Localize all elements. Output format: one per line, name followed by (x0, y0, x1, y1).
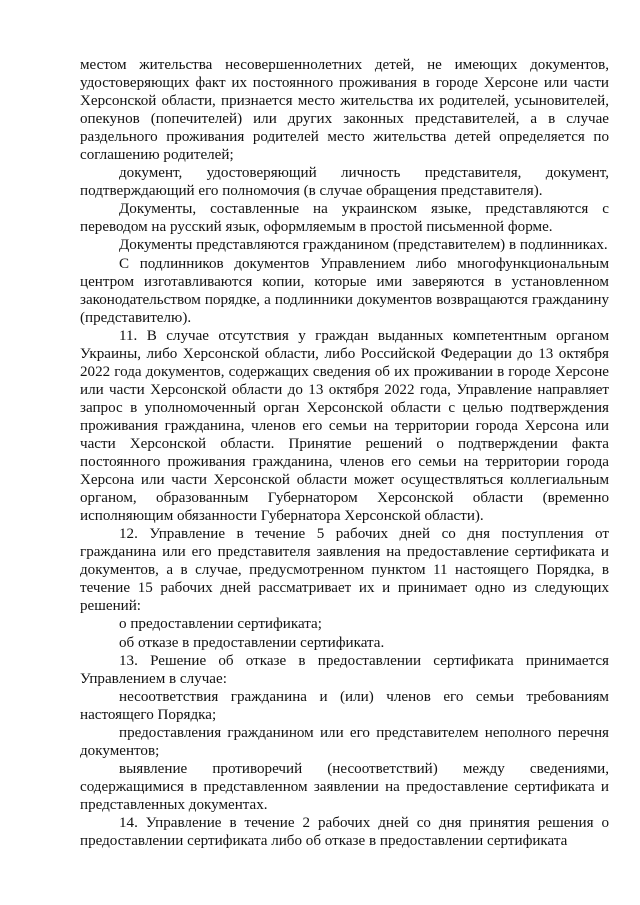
clause-14: 14. Управление в течение 2 рабочих дней со дня принятия решения о предоставлении сертификата либо об отказе в предоставлении сертификата (80, 814, 609, 850)
document-page (80, 56, 609, 850)
list-item: несоответствия гражданина и (или) членов его семьи требованиям настоящего Порядка; (80, 688, 609, 723)
paragraph: документ, удостоверяющий личность представителя, документ, подтверждающий его полномочия (в случае обращения представителя). (80, 165, 609, 200)
list-item: об отказе в предоставлении сертификата. (119, 634, 385, 651)
list-item: о предоставлении сертификата; (119, 616, 322, 633)
clause-12: 12. Управление в течение 5 рабочих дней со дня поступления от гражданина или его представителя заявления на предоставление сертификата и документов, а в случае, предусмотренном пунктом 11 настоящего Порядка, в течение 15 рабочих дней рассматривает их и принимает одно из следующих решений: (80, 526, 609, 615)
paragraph: Документы представляются гражданином (представителем) в подлинниках. (119, 237, 608, 254)
clause-13: 13. Решение об отказе в предоставлении сертификата принимается Управлением в случае: (80, 652, 609, 687)
list-item: выявление противоречий (несоответствий) между сведениями, содержащимися в представленном заявлении на предоставление сертификата и представленных документах. (80, 760, 609, 813)
paragraph: Документы, составленные на украинском языке, представляются с переводом на русский язык, оформляемым в простой письменной форме. (80, 201, 609, 236)
paragraph: местом жительства несовершеннолетних детей, не имеющих документов, удостоверяющих факт их постоянного проживания в городе Херсоне или части Херсонской области, признается место жительства их родителей, усыновителей, опекунов (попечителей) или других законных представителей, а в случае раздельного проживания родителей место жительства детей определяется по соглашению родителей; (80, 57, 609, 164)
paragraph: С подлинников документов Управлением либо многофункциональным центром изготавливаются копии, которые ими заверяются в установленном законодательством порядке, а подлинники документов возвращаются гражданину (представителю). (80, 255, 609, 326)
list-item: предоставления гражданином или его представителем неполного перечня документов; (80, 724, 609, 759)
clause-11: 11. В случае отсутствия у граждан выданных компетентным органом Украины, либо Херсонской области, либо Российской Федерации до 13 октября 2022 года документов, содержащих сведения об их проживании в городе Херсоне или части Херсонской области до 13 октября 2022 года, Управление направляет запрос в уполномоченный орган Херсонской области с целью подтверждения проживания гражданина, членов его семьи на территории города Херсона или части Херсонской области. Принятие решений о подтверждении факта постоянного проживания гражданина, членов его семьи на территории города Херсона или части Херсонской области может осуществляться коллегиальным органом, образованным Губернатором Херсонской области (временно исполняющим обязанности Губернатора Херсонской области). (80, 327, 609, 525)
